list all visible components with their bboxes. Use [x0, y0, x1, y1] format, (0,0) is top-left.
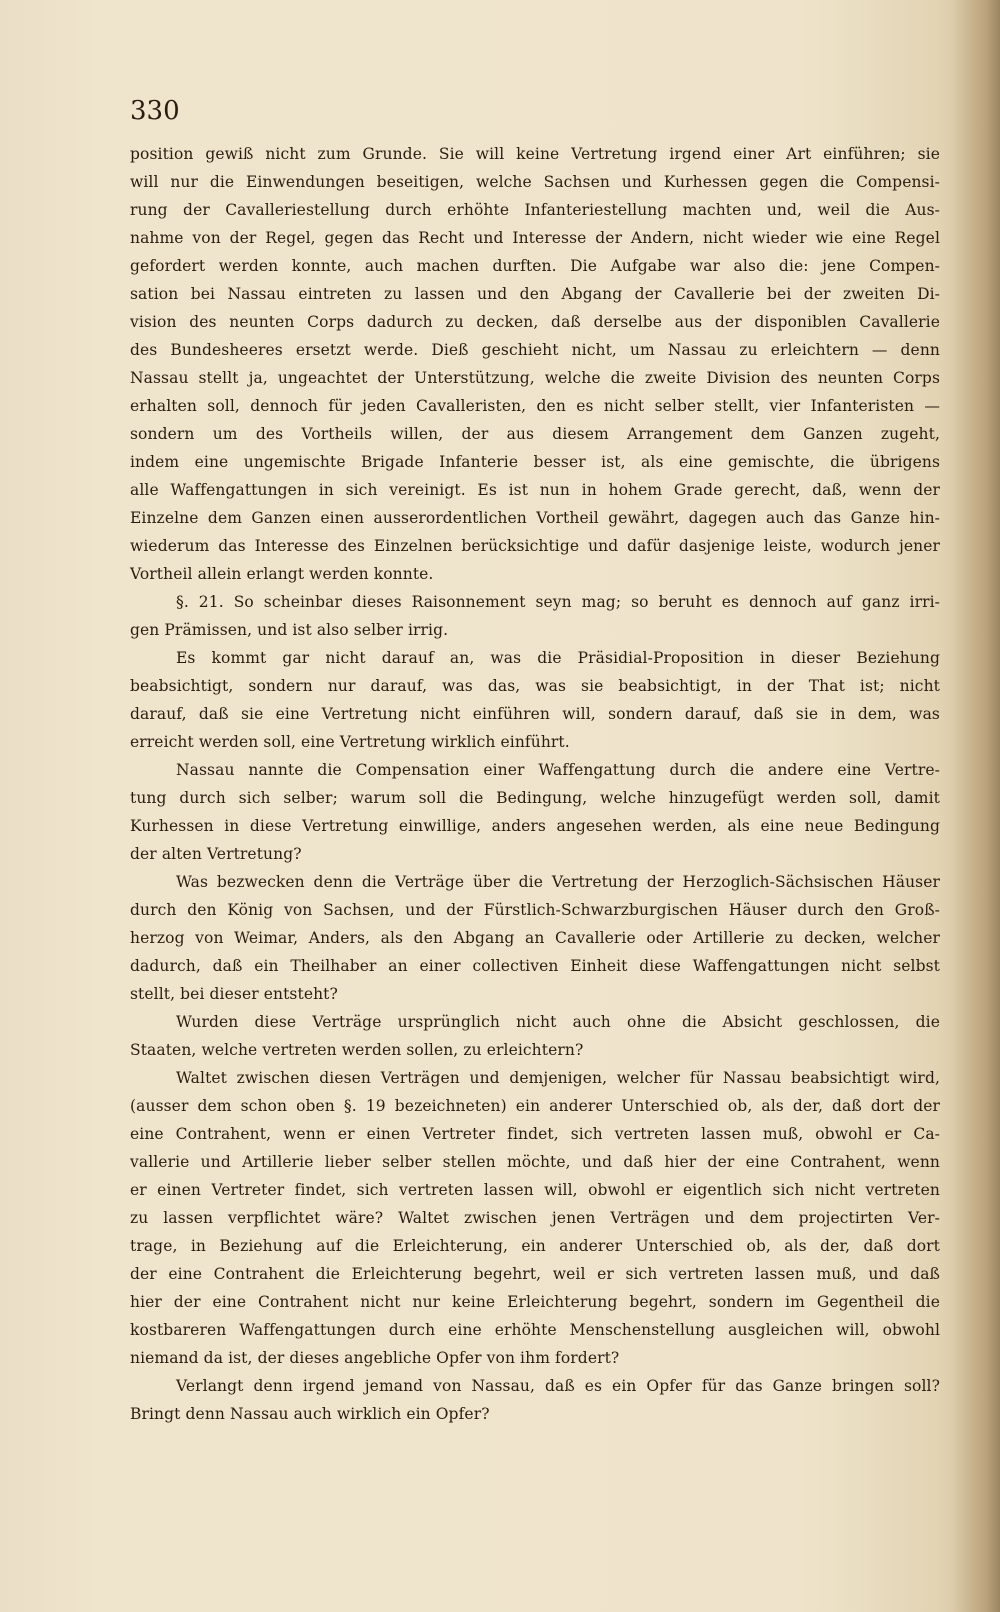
text-line: vallerie und Artillerie lieber selber stellen möchte, und daß hier der eine Contrahent, wenn — [130, 1153, 940, 1171]
text-line: Was bezwecken denn die Verträge über die Vertretung der Herzoglich-Sächsischen Häuser — [176, 873, 940, 891]
text-line: sation bei Nassau eintreten zu lassen und den Abgang der Cavallerie bei der zweiten Di- — [130, 285, 940, 303]
page-edge-shadow — [952, 0, 1000, 1612]
text-line: kostbareren Waffengattungen durch eine erhöhte Menschenstellung ausgleichen will, obwohl — [130, 1321, 940, 1339]
text-line: position gewiß nicht zum Grunde. Sie will keine Vertretung irgend einer Art einführen; sie — [130, 145, 940, 163]
text-line: des Bundesheeres ersetzt werde. Dieß geschieht nicht, um Nassau zu erleichtern — denn — [130, 341, 940, 359]
text-line: dadurch, daß ein Theilhaber an einer collectiven Einheit diese Waffengattungen nicht selbst — [130, 957, 940, 975]
body-text — [130, 140, 940, 1428]
text-line: erreicht werden soll, eine Vertretung wirklich einführt. — [130, 733, 570, 751]
text-line: Einzelne dem Ganzen einen ausserordentlichen Vortheil gewährt, dagegen auch das Ganze hin- — [130, 509, 940, 527]
text-line: hier der eine Contrahent nicht nur keine Erleichterung begehrt, sondern im Gegentheil die — [130, 1293, 940, 1311]
text-line: wiederum das Interesse des Einzelnen berücksichtige und dafür dasjenige leiste, wodurch jener — [130, 537, 940, 555]
page-number: 330 — [130, 96, 180, 126]
text-line: tung durch sich selber; warum soll die Bedingung, welche hinzugefügt werden soll, damit — [130, 789, 940, 807]
text-line: Kurhessen in diese Vertretung einwillige, anders angesehen werden, als eine neue Bedingung — [130, 817, 940, 835]
text-line: will nur die Einwendungen beseitigen, welche Sachsen und Kurhessen gegen die Compensi- — [130, 173, 940, 191]
text-line: Nassau stellt ja, ungeachtet der Unterstützung, welche die zweite Division des neunten Corps — [130, 369, 940, 387]
text-line: durch den König von Sachsen, und der Fürstlich-Schwarzburgischen Häuser durch den Groß- — [130, 901, 940, 919]
text-line: Es kommt gar nicht darauf an, was die Präsidial-Proposition in dieser Beziehung — [176, 649, 940, 667]
text-line: alle Waffengattungen in sich vereinigt. Es ist nun in hohem Grade gerecht, daß, wenn der — [130, 481, 940, 499]
text-line: gefordert werden konnte, auch machen durften. Die Aufgabe war also die: jene Compen- — [130, 257, 940, 275]
text-line: beabsichtigt, sondern nur darauf, was das, was sie beabsichtigt, in der That ist; nicht — [130, 677, 940, 695]
text-line: er einen Vertreter findet, sich vertreten lassen will, obwohl er eigentlich sich nicht vertreten — [130, 1181, 940, 1199]
text-line: trage, in Beziehung auf die Erleichterung, ein anderer Unterschied ob, als der, daß dort — [130, 1237, 940, 1255]
text-line: rung der Cavalleriestellung durch erhöhte Infanteriestellung machten und, weil die Aus- — [130, 201, 940, 219]
text-line: sondern um des Vortheils willen, der aus diesem Arrangement dem Ganzen zugeht, — [130, 425, 940, 443]
text-line: Verlangt denn irgend jemand von Nassau, daß es ein Opfer für das Ganze bringen soll? — [176, 1377, 940, 1395]
text-line: nahme von der Regel, gegen das Recht und Interesse der Andern, nicht wieder wie eine Regel — [130, 229, 940, 247]
text-line: Wurden diese Verträge ursprünglich nicht auch ohne die Absicht geschlossen, die — [176, 1013, 940, 1031]
text-line: Nassau nannte die Compensation einer Waffengattung durch die andere eine Vertre- — [176, 761, 940, 779]
text-line: gen Prämissen, und ist also selber irrig. — [130, 621, 449, 639]
text-line: indem eine ungemischte Brigade Infanterie besser ist, als eine gemischte, die übrigens — [130, 453, 940, 471]
text-line: Vortheil allein erlangt werden konnte. — [130, 565, 434, 583]
text-line: herzog von Weimar, Anders, als den Abgang an Cavallerie oder Artillerie zu decken, welcher — [130, 929, 940, 947]
text-line: zu lassen verpflichtet wäre? Waltet zwischen jenen Verträgen und dem projectirten Ver- — [130, 1209, 940, 1227]
text-line: Staaten, welche vertreten werden sollen, zu erleichtern? — [130, 1041, 584, 1059]
text-line: darauf, daß sie eine Vertretung nicht einführen will, sondern darauf, daß sie in dem, was — [130, 705, 940, 723]
text-line: stellt, bei dieser entsteht? — [130, 985, 338, 1003]
text-line: der eine Contrahent die Erleichterung begehrt, weil er sich vertreten lassen muß, und daß — [130, 1265, 940, 1283]
text-line: eine Contrahent, wenn er einen Vertreter findet, sich vertreten lassen muß, obwohl er Ca- — [130, 1125, 940, 1143]
text-line: (ausser dem schon oben §. 19 bezeichneten) ein anderer Unterschied ob, als der, daß dort der — [130, 1097, 940, 1115]
text-line: erhalten soll, dennoch für jeden Cavalleristen, den es nicht selber stellt, vier Infanteristen — — [130, 397, 940, 415]
text-line: niemand da ist, der dieses angebliche Opfer von ihm fordert? — [130, 1349, 620, 1367]
text-line: der alten Vertretung? — [130, 845, 302, 863]
text-line: Waltet zwischen diesen Verträgen und demjenigen, welcher für Nassau beabsichtigt wird, — [176, 1069, 940, 1087]
text-line: vision des neunten Corps dadurch zu decken, daß derselbe aus der disponiblen Cavallerie — [130, 313, 940, 331]
text-line: Bringt denn Nassau auch wirklich ein Opfer? — [130, 1405, 490, 1423]
text-line: §. 21. So scheinbar dieses Raisonnement seyn mag; so beruht es dennoch auf ganz irri- — [176, 593, 940, 611]
